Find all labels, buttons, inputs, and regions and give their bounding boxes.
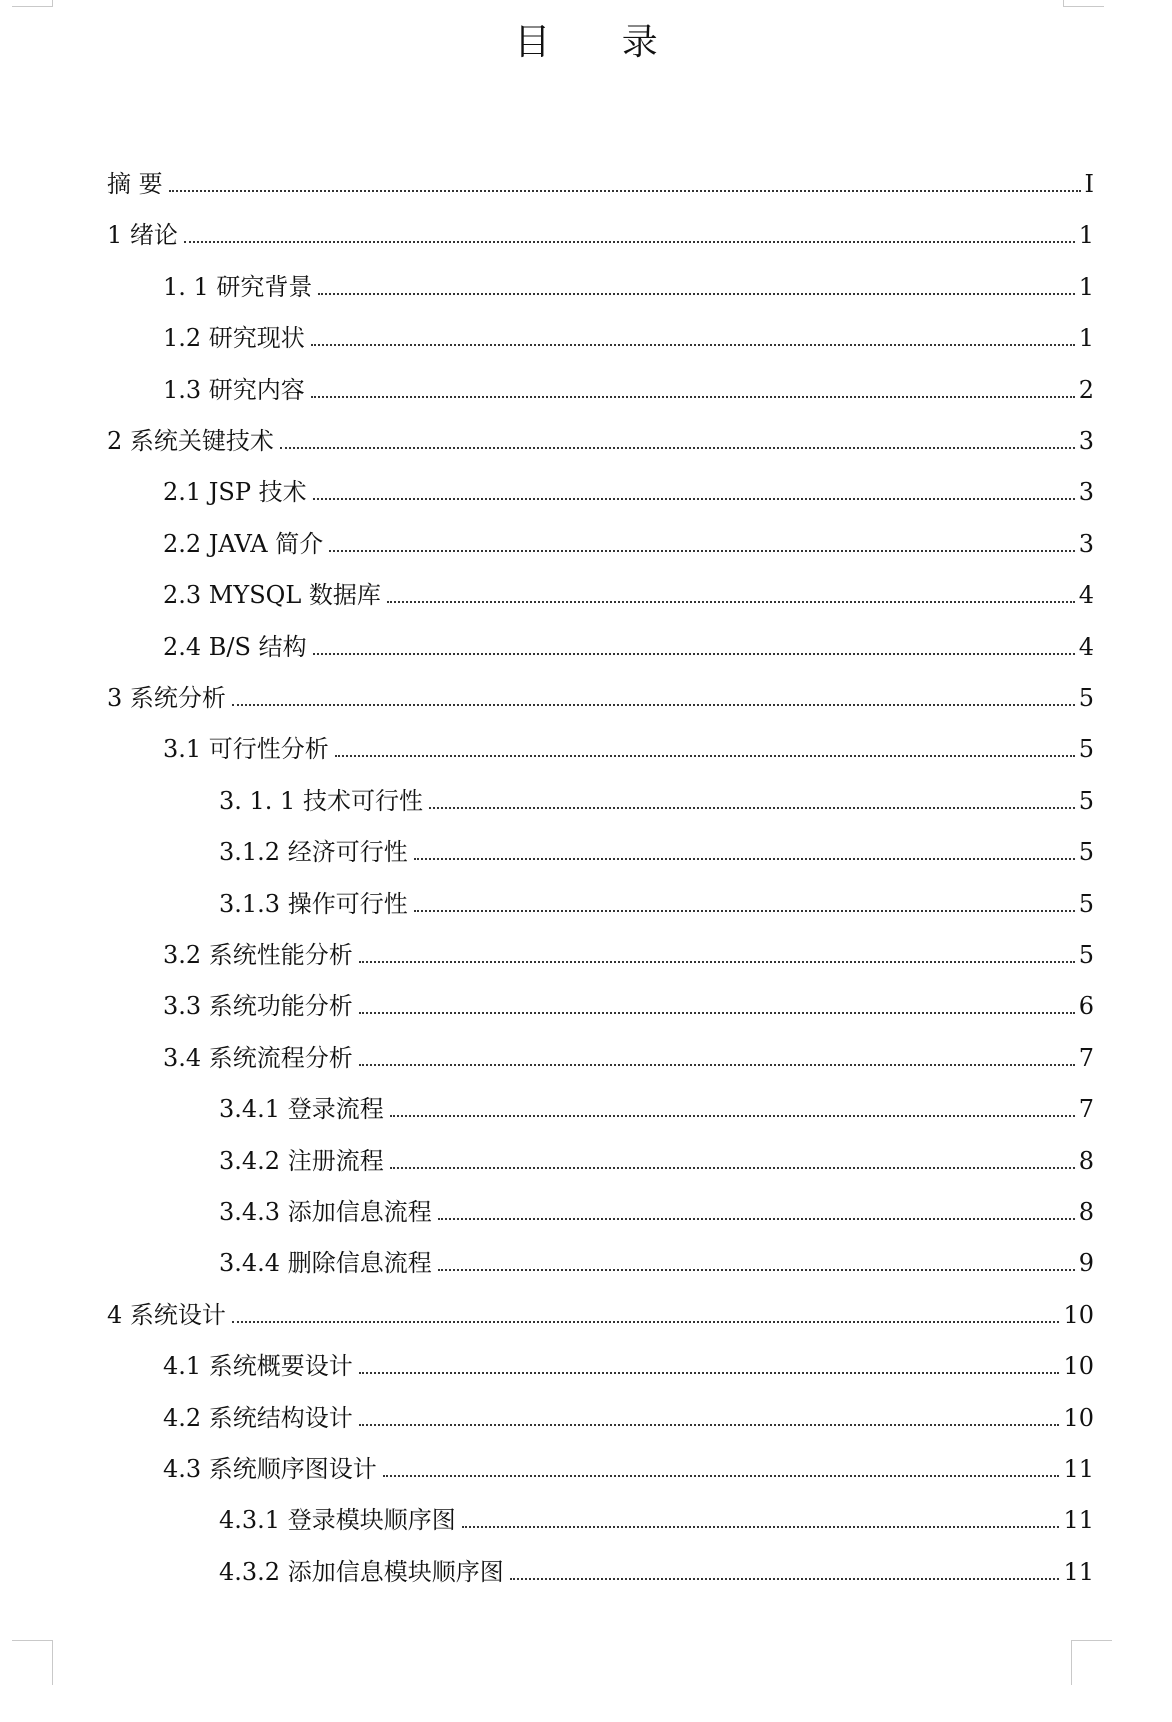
toc-page-number: 5 xyxy=(1078,786,1094,815)
toc-entry-label: 3.2 系统性能分析 xyxy=(163,941,353,969)
toc-entry[interactable] xyxy=(219,1239,1094,1279)
toc-dot-leader xyxy=(313,653,1075,655)
toc-dot-leader xyxy=(359,1424,1060,1426)
toc-entry[interactable] xyxy=(219,777,1094,817)
toc-entry-label: 3.4.4 删除信息流程 xyxy=(219,1249,432,1278)
toc-dot-leader xyxy=(232,704,1075,706)
toc-page-number: 7 xyxy=(1078,1043,1094,1072)
toc-entry[interactable] xyxy=(107,417,1094,457)
toc-entry-label: 4.3 系统顺序图设计 xyxy=(163,1455,377,1483)
toc-entry-label: 摘 要 xyxy=(107,170,163,198)
toc-page-number: 10 xyxy=(1063,1300,1094,1329)
toc-entry[interactable] xyxy=(163,1342,1094,1382)
toc-dot-leader xyxy=(311,344,1075,346)
toc-entry-label: 2.1 JSP 技术 xyxy=(163,478,307,507)
toc-page-number: 1 xyxy=(1078,221,1094,250)
toc-page-number: 5 xyxy=(1078,889,1094,918)
toc-entry-label: 2.2 JAVA 简介 xyxy=(163,529,324,558)
toc-entry[interactable] xyxy=(163,571,1094,611)
toc-entry-label: 4 系统设计 xyxy=(107,1300,226,1329)
toc-entry[interactable] xyxy=(163,725,1094,765)
toc-page-number: 10 xyxy=(1063,1403,1094,1432)
toc-entry[interactable] xyxy=(163,623,1094,663)
toc-entry-label: 4.1 系统概要设计 xyxy=(163,1352,353,1381)
toc-entry[interactable] xyxy=(163,263,1094,303)
toc-dot-leader xyxy=(335,755,1075,757)
toc-page-number: 9 xyxy=(1078,1249,1094,1278)
page-title: 目 录 xyxy=(514,22,688,63)
toc-entry[interactable] xyxy=(163,1445,1094,1485)
toc-entry[interactable] xyxy=(107,1291,1094,1331)
toc-dot-leader xyxy=(329,550,1075,552)
toc-entry-label: 4.3.2 添加信息模块顺序图 xyxy=(219,1557,504,1586)
toc-page-number: 11 xyxy=(1063,1455,1094,1483)
toc-entry-label: 2 系统关键技术 xyxy=(107,427,274,455)
toc-dot-leader xyxy=(318,293,1074,295)
toc-entry[interactable] xyxy=(107,211,1094,251)
toc-page-number: 1 xyxy=(1078,324,1094,353)
toc-dot-leader xyxy=(313,498,1075,500)
toc-dot-leader xyxy=(359,1012,1075,1014)
toc-page-number: 5 xyxy=(1078,684,1094,712)
toc-page-number: 4 xyxy=(1078,581,1094,610)
toc-dot-leader xyxy=(510,1578,1060,1580)
toc-entry-label: 3.4.3 添加信息流程 xyxy=(219,1198,432,1226)
toc-page-number: 10 xyxy=(1063,1352,1094,1381)
toc-page-number: 3 xyxy=(1078,478,1094,507)
toc-entry-label: 2.4 B/S 结构 xyxy=(163,632,307,661)
toc-dot-leader xyxy=(438,1218,1075,1220)
toc-page-number: 6 xyxy=(1078,992,1094,1021)
toc-entry[interactable] xyxy=(219,880,1094,920)
toc-entry-label: 1.3 研究内容 xyxy=(163,375,305,404)
toc-page-number: 8 xyxy=(1078,1146,1094,1175)
toc-dot-leader xyxy=(280,447,1075,449)
toc-dot-leader xyxy=(383,1475,1060,1477)
toc-dot-leader xyxy=(414,910,1075,912)
toc-page-number: 11 xyxy=(1063,1506,1094,1535)
toc-dot-leader xyxy=(429,807,1075,809)
toc-page-number: 3 xyxy=(1078,427,1094,455)
toc-page-number: 5 xyxy=(1078,735,1094,764)
toc-entry[interactable] xyxy=(163,1034,1094,1074)
toc-dot-leader xyxy=(184,241,1075,243)
toc-entry[interactable] xyxy=(163,520,1094,560)
toc-page-number: 1 xyxy=(1078,272,1094,301)
toc-entry[interactable] xyxy=(163,931,1094,971)
toc-entry-label: 1 绪论 xyxy=(107,221,178,250)
toc-page-number: 3 xyxy=(1078,529,1094,558)
toc-entry-label: 3.3 系统功能分析 xyxy=(163,992,353,1021)
toc-page-number: 5 xyxy=(1078,941,1094,969)
toc-entry-label: 3.1 可行性分析 xyxy=(163,735,329,764)
page-corner-mark-top-right xyxy=(1063,0,1104,7)
toc-entry-label: 3.4.2 注册流程 xyxy=(219,1146,384,1175)
page-corner-mark-bottom-right xyxy=(1071,1640,1112,1685)
toc-entry[interactable] xyxy=(163,468,1094,508)
toc-dot-leader xyxy=(462,1526,1060,1528)
toc-entry[interactable] xyxy=(219,1188,1094,1228)
toc-entry-label: 4.3.1 登录模块顺序图 xyxy=(219,1506,456,1535)
toc-dot-leader xyxy=(390,1167,1075,1169)
toc-entry[interactable] xyxy=(107,160,1094,200)
toc-entry[interactable] xyxy=(163,366,1094,406)
toc-entry-label: 2.3 MYSQL 数据库 xyxy=(163,581,381,610)
toc-dot-leader xyxy=(390,1115,1075,1117)
toc-entry[interactable] xyxy=(107,674,1094,714)
toc-entry-label: 3. 1. 1 技术可行性 xyxy=(219,786,423,815)
page-corner-mark-top-left xyxy=(12,0,53,7)
toc-entry-label: 3 系统分析 xyxy=(107,684,226,712)
toc-dot-leader xyxy=(359,1064,1075,1066)
toc-entry[interactable] xyxy=(219,1085,1094,1125)
toc-page-number: I xyxy=(1084,170,1094,198)
toc-entry[interactable] xyxy=(163,982,1094,1022)
toc-page-number: 7 xyxy=(1078,1095,1094,1124)
toc-dot-leader xyxy=(414,858,1075,860)
toc-dot-leader xyxy=(387,601,1075,603)
toc-entry-label: 3.1.2 经济可行性 xyxy=(219,838,408,867)
toc-dot-leader xyxy=(311,396,1075,398)
toc-entry-label: 3.4.1 登录流程 xyxy=(219,1095,384,1124)
toc-dot-leader xyxy=(438,1269,1075,1271)
toc-entry[interactable] xyxy=(163,314,1094,354)
toc-page-number: 2 xyxy=(1078,375,1094,404)
toc-entry-label: 1. 1 研究背景 xyxy=(163,272,313,301)
toc-entry[interactable] xyxy=(219,1137,1094,1177)
toc-dot-leader xyxy=(359,1372,1060,1374)
toc-entry[interactable] xyxy=(219,1548,1094,1588)
page-corner-mark-bottom-left xyxy=(12,1640,53,1685)
toc-page-number: 5 xyxy=(1078,838,1094,867)
toc-entry[interactable] xyxy=(219,828,1094,868)
toc-page-number: 8 xyxy=(1078,1198,1094,1226)
toc-entry[interactable] xyxy=(163,1394,1094,1434)
toc-page-number: 4 xyxy=(1078,632,1094,661)
toc-entry-label: 4.2 系统结构设计 xyxy=(163,1403,353,1432)
toc-entry-label: 3.4 系统流程分析 xyxy=(163,1043,353,1072)
toc-entry-label: 3.1.3 操作可行性 xyxy=(219,889,408,918)
toc-entry-label: 1.2 研究现状 xyxy=(163,324,305,353)
toc-dot-leader xyxy=(232,1321,1060,1323)
toc-entry[interactable] xyxy=(219,1496,1094,1536)
toc-dot-leader xyxy=(169,190,1081,192)
toc-page-number: 11 xyxy=(1063,1557,1094,1586)
toc-dot-leader xyxy=(359,961,1075,963)
